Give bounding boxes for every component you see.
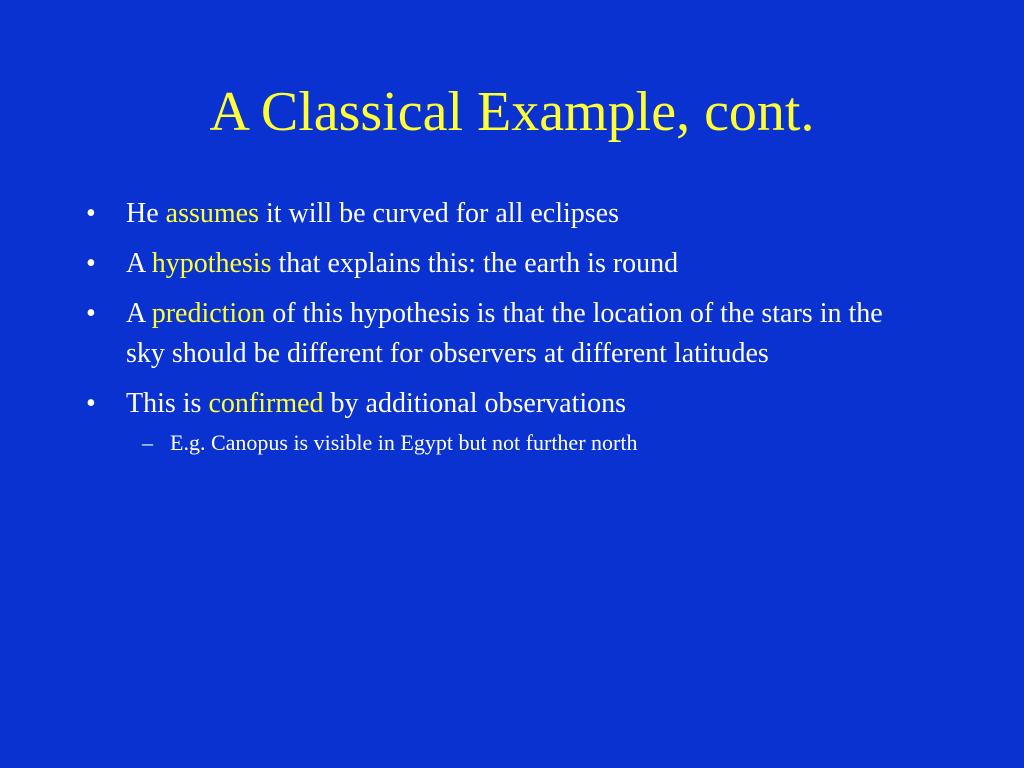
bullet-text-before: This is <box>126 388 209 419</box>
bullet-key-term: assumes <box>165 198 259 229</box>
bullet-item <box>86 244 906 284</box>
slide-title: A Classical Example, cont. <box>209 81 815 143</box>
bullet-marker: • <box>86 198 96 229</box>
bullet-marker: • <box>86 248 96 279</box>
bullet-marker: • <box>86 298 96 329</box>
bullet-text-after: of this hypothesis is that the location of the stars in the sky should be different for observers at different latitudes <box>126 298 883 369</box>
bullet-text-before: A <box>126 298 152 329</box>
bullet-key-term: confirmed <box>208 388 324 419</box>
sub-bullet-marker: – <box>142 430 153 455</box>
bullet-text-before: A <box>126 248 152 279</box>
bullet-text-after: it will be curved for all eclipses <box>258 198 619 229</box>
bullet-text-after: that explains this: the earth is round <box>271 248 679 279</box>
bullet-item <box>86 384 906 424</box>
sub-bullet-text: E.g. Canopus is visible in Egypt but not further north <box>170 430 638 455</box>
bullet-list <box>86 194 906 458</box>
bullet-item <box>86 194 906 234</box>
bullet-key-term: prediction <box>151 298 266 329</box>
bullet-text-before: He <box>126 198 166 229</box>
bullet-text-after: by additional observations <box>323 388 627 419</box>
bullet-marker: • <box>86 388 96 419</box>
bullet-key-term: hypothesis <box>151 248 272 279</box>
bullet-item <box>86 294 906 374</box>
sub-bullet-item <box>86 428 906 458</box>
